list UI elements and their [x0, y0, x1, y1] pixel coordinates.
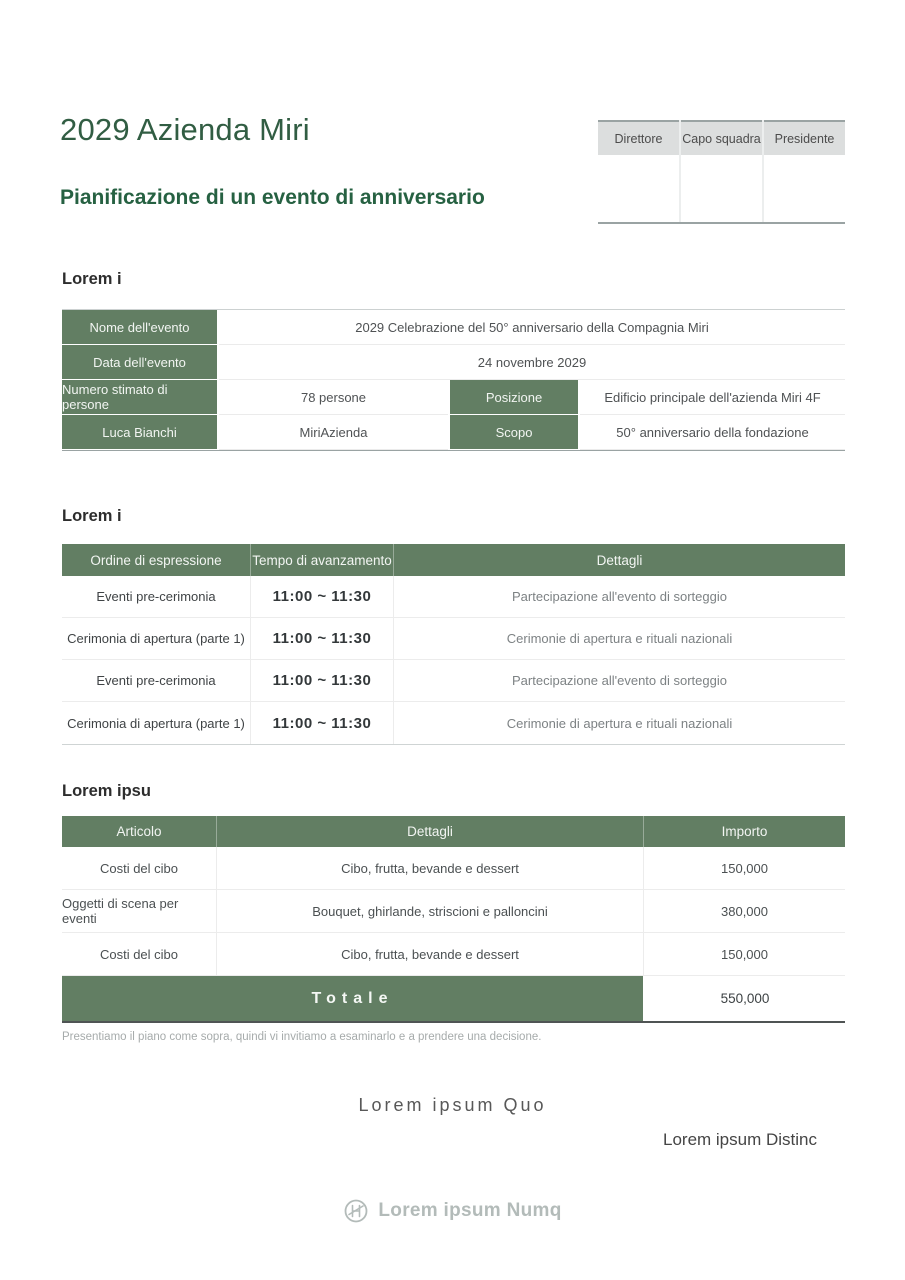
event-info-table	[62, 309, 845, 451]
budget-total-amount: 550,000	[645, 976, 845, 1021]
info-value-event-name: 2029 Celebrazione del 50° anniversario della Compagnia Miri	[219, 310, 845, 345]
info-value-purpose: 50° anniversario della fondazione	[580, 415, 845, 450]
approval-signature-cell	[764, 155, 845, 222]
info-value-location: Edificio principale dell'azienda Miri 4F	[580, 380, 845, 415]
info-label-manager: Luca Bianchi	[62, 415, 217, 450]
budget-header-row	[62, 816, 845, 847]
table-row	[62, 890, 845, 933]
info-label-event-name: Nome dell'evento	[62, 310, 217, 345]
info-label-people-count: Numero stimato di persone	[62, 380, 217, 415]
section-heading-budget: Lorem ipsu	[62, 782, 151, 800]
schedule-table	[62, 544, 845, 745]
schedule-order: Eventi pre-cerimonia	[96, 589, 216, 604]
approval-signature-cell	[598, 155, 679, 222]
budget-details: Cibo, frutta, bevande e dessert	[216, 847, 643, 889]
schedule-details: Partecipazione all'evento di sorteggio	[393, 576, 845, 617]
table-row	[62, 415, 845, 450]
approval-header-row	[598, 120, 845, 155]
info-value-people-count: 78 persone	[219, 380, 448, 415]
budget-details: Cibo, frutta, bevande e dessert	[216, 933, 643, 975]
table-row	[62, 933, 845, 976]
schedule-details: Partecipazione all'evento di sorteggio	[393, 660, 845, 701]
budget-table	[62, 816, 845, 1023]
approval-column-capo-squadra: Capo squadra	[681, 120, 762, 155]
info-value-event-date: 24 novembre 2029	[219, 345, 845, 380]
budget-amount: 150,000	[643, 933, 845, 975]
schedule-time: 11:00 ~ 11:30	[250, 702, 393, 744]
page-title: 2029 Azienda Miri	[60, 112, 310, 147]
schedule-order: Eventi pre-cerimonia	[96, 673, 216, 688]
budget-header-details: Dettagli	[216, 816, 643, 847]
approval-signature-row	[598, 155, 845, 222]
table-row	[62, 847, 845, 890]
footer-brand	[0, 1198, 905, 1224]
footer-signer-line: Lorem ipsum Distinc	[663, 1130, 817, 1149]
table-row	[62, 618, 845, 660]
table-row	[62, 345, 845, 380]
table-row	[62, 310, 845, 345]
table-row	[62, 576, 845, 618]
section-heading-schedule: Lorem i	[62, 507, 122, 525]
info-value-manager: MiriAzienda	[219, 415, 448, 450]
schedule-time: 11:00 ~ 11:30	[250, 576, 393, 617]
approval-signature-cell	[681, 155, 762, 222]
info-label-location: Posizione	[450, 380, 578, 415]
schedule-time: 11:00 ~ 11:30	[250, 618, 393, 659]
schedule-header-time: Tempo di avanzamento	[250, 544, 393, 576]
schedule-order: Cerimonia di apertura (parte 1)	[67, 631, 245, 646]
approval-signoff-table	[598, 120, 845, 224]
info-label-purpose: Scopo	[450, 415, 578, 450]
schedule-order: Cerimonia di apertura (parte 1)	[67, 715, 245, 731]
table-row	[62, 380, 845, 415]
schedule-details: Cerimonie di apertura e rituali nazionali	[393, 618, 845, 659]
schedule-time: 11:00 ~ 11:30	[250, 660, 393, 701]
table-row	[62, 660, 845, 702]
budget-item: Oggetti di scena per eventi	[62, 896, 179, 926]
budget-header-amount: Importo	[643, 816, 845, 847]
budget-total-label: Totale	[62, 976, 643, 1021]
approval-column-presidente: Presidente	[764, 120, 845, 155]
footer-brand-label: Lorem ipsum Numq	[378, 1200, 562, 1221]
budget-total-row	[62, 976, 845, 1021]
budget-amount: 150,000	[643, 847, 845, 889]
schedule-details: Cerimonie di apertura e rituali nazionali	[393, 702, 845, 744]
budget-details: Bouquet, ghirlande, striscioni e palloncini	[216, 890, 643, 932]
budget-amount: 380,000	[643, 890, 845, 932]
schedule-header-row	[62, 544, 845, 576]
budget-item: Costi del cibo	[99, 946, 179, 962]
page-subtitle: Pianificazione di un evento di anniversario	[60, 186, 485, 209]
schedule-header-order: Ordine di espressione	[90, 552, 222, 568]
budget-item: Costi del cibo	[99, 860, 179, 876]
closing-note: Presentiamo il piano come sopra, quindi vi invitiamo a esaminarlo e a prendere una decisione.	[62, 1031, 542, 1043]
circle-monogram-icon	[343, 1198, 369, 1224]
schedule-header-details: Dettagli	[393, 544, 845, 576]
section-heading-info: Lorem i	[62, 270, 122, 288]
approval-column-direttore: Direttore	[598, 120, 679, 155]
info-label-event-date: Data dell'evento	[62, 345, 217, 380]
budget-header-item: Articolo	[116, 824, 162, 839]
footer-date-line: Lorem ipsum Quo	[358, 1095, 547, 1115]
table-row	[62, 702, 845, 744]
